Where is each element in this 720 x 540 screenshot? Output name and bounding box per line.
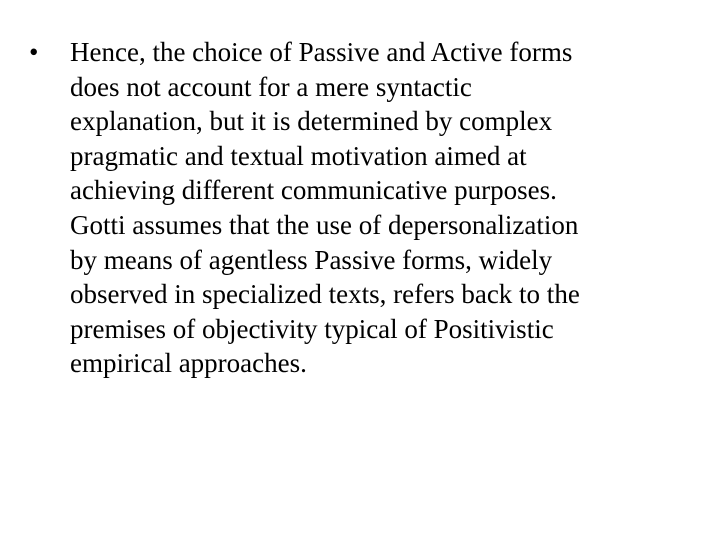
- text-line-10: empirical approaches.: [70, 348, 307, 379]
- text-line-1: Hence, the choice of Passive and Active forms: [70, 37, 573, 67]
- text-line-3: explanation, but it is determined by complex: [70, 106, 553, 137]
- bullet-marker: •: [29, 37, 39, 67]
- text-line-7: by means of agentless Passive forms, widely: [70, 244, 553, 275]
- text-line-4: pragmatic and textual motivation aimed at: [70, 140, 527, 171]
- bullet-item: [29, 35, 709, 381]
- text-line-9: premises of objectivity typical of Positivistic: [70, 313, 554, 344]
- bullet-list: [29, 35, 709, 381]
- text-line-6: Gotti assumes that the use of depersonalization: [70, 209, 579, 240]
- bullet-text: [70, 35, 709, 381]
- text-line-8: observed in specialized texts, refers back to the: [70, 279, 580, 310]
- text-line-5: achieving different communicative purposes.: [70, 175, 557, 206]
- text-line-2: does not account for a mere syntactic: [70, 71, 472, 102]
